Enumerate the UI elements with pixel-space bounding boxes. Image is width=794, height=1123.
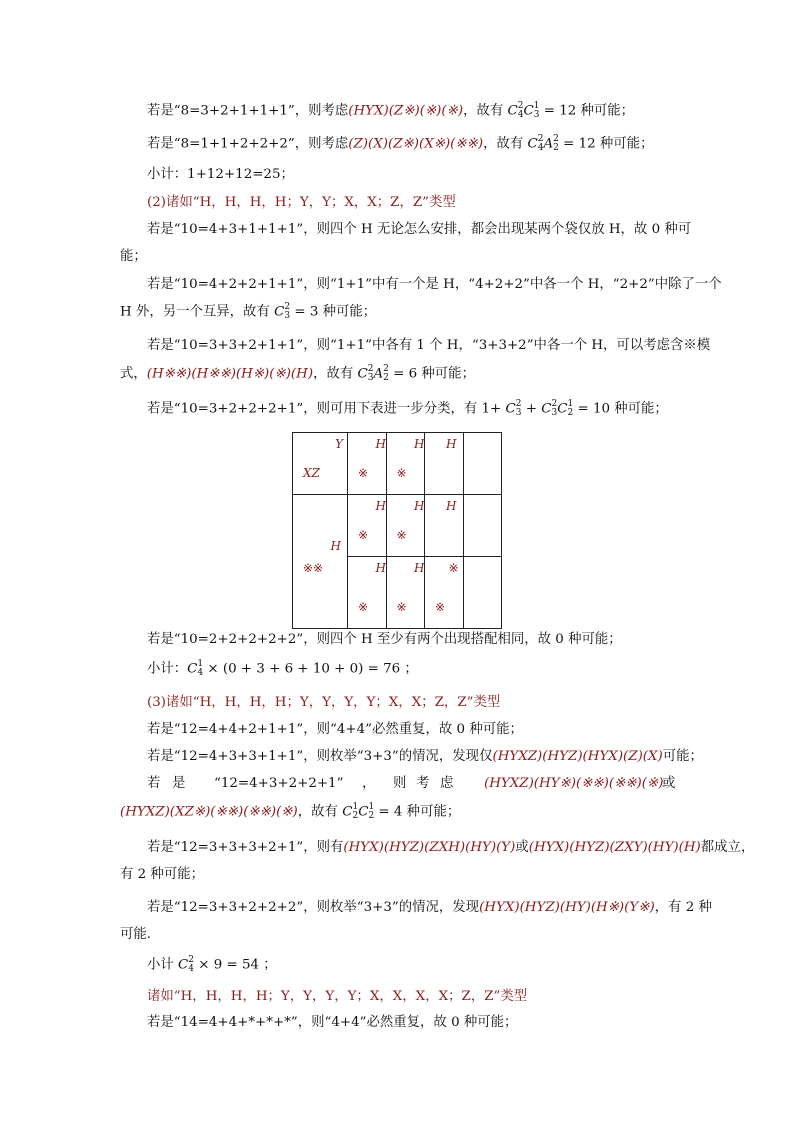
math-symbol: C xyxy=(342,804,353,820)
math-symbol: C xyxy=(507,103,518,119)
header-y: Y xyxy=(335,437,343,451)
text-line-l25 xyxy=(147,1014,517,1032)
text-run: 若 xyxy=(147,776,161,791)
text-run: = 3 种可能； xyxy=(290,304,377,320)
text-line-l17e xyxy=(393,775,406,793)
cell-top: H xyxy=(375,561,386,575)
text-run: 若是“10=3+3+2+1+1”，则“1+1”中各有 1 个 H，“3+3+2”中各一个 H，可以考虑含※模 xyxy=(147,338,711,353)
cell-top: H xyxy=(446,437,457,451)
subscript: 2 xyxy=(553,143,559,153)
superscript: 2 xyxy=(537,134,544,144)
cell-bottom: ※ xyxy=(358,466,369,480)
text-line-l17g xyxy=(440,775,453,793)
text-line-l17c xyxy=(214,775,343,793)
superscript: 1 xyxy=(533,101,540,111)
text-run: 小计：1+12+12=25； xyxy=(147,167,294,182)
cell-top: H xyxy=(375,437,386,451)
table-cell xyxy=(425,495,464,557)
cell-bottom: ※ xyxy=(396,600,407,614)
table-corner-header xyxy=(293,433,348,495)
math-symbol: C xyxy=(358,804,369,820)
text-line-l11 xyxy=(147,400,668,419)
subscript: 3 xyxy=(533,110,540,120)
text-run: 若是“12=3+3+3+2+1”，则有 xyxy=(147,840,344,855)
superscript: 1 xyxy=(567,399,574,409)
math-symbol: C xyxy=(541,401,552,417)
text-run: 虑 xyxy=(440,776,454,791)
text-run: 若是“10=3+2+2+2+1”，则可用下表进一步分类，有 1+ xyxy=(147,401,506,417)
subscript: 2 xyxy=(567,408,574,418)
table-cell xyxy=(425,433,464,495)
math-symbol: C xyxy=(357,366,368,382)
math-symbol: A xyxy=(543,136,554,152)
text-run: (HYX)(HYZ)(HY)(H※)(Y※) xyxy=(479,900,655,915)
text-run: (3)诸如“H，H，H，H；Y，Y，Y，Y；X，X；Z，Z”类型 xyxy=(147,695,501,710)
text-run: = 4 种可能； xyxy=(374,804,461,820)
text-run: = 6 种可能； xyxy=(388,366,475,382)
text-run: × 9 = 54 ； xyxy=(194,957,277,973)
text-run: 都成立， xyxy=(700,840,755,855)
cell-bottom: ※ xyxy=(396,528,407,542)
table-cell xyxy=(348,433,387,495)
text-line-l17b xyxy=(172,775,185,793)
text-run: (HYX)(Z※)(※)(※) xyxy=(348,103,464,119)
text-run: 若是“8=3+2+1+1+1”，则考虑 xyxy=(147,103,349,119)
text-run: 诸如“H，H，H，H；Y，Y，Y，Y；X，X，X，X；Z，Z”类型 xyxy=(147,989,528,1004)
text-line-l19 xyxy=(147,839,754,857)
math-symbol: C xyxy=(523,103,534,119)
text-run: 小计 xyxy=(147,957,179,973)
text-run: (HYXZ)(HYZ)(HYX)(Z)(X) xyxy=(492,749,663,764)
text-run: 可能； xyxy=(662,749,703,764)
text-run: ， xyxy=(362,776,376,791)
text-run: 若是“10=2+2+2+2+2”，则四个 H 至少有两个出现搭配相同，故 0 种可能； xyxy=(147,632,622,647)
subscript: 3 xyxy=(515,408,522,418)
text-line-l21 xyxy=(147,899,712,917)
text-line-l17a xyxy=(147,775,160,793)
text-run: 考 xyxy=(416,776,430,791)
text-line-l7 xyxy=(147,276,722,294)
text-line-l12 xyxy=(147,631,622,649)
text-line-l22 xyxy=(120,926,151,944)
text-run: H 外，另一个互异，故有 xyxy=(120,304,275,320)
math-symbol: C xyxy=(274,304,285,320)
cell-top: H xyxy=(446,499,457,513)
text-run: (HYX)(HYZ)(ZXY)(HY)(H) xyxy=(528,840,701,855)
superscript: 2 xyxy=(517,101,524,111)
superscript: 2 xyxy=(383,364,389,374)
text-run: 或 xyxy=(662,776,676,791)
text-run: 若是“10=4+2+2+1+1”，则“1+1”中有一个是 H，“4+2+2”中各一个 H，“2+2”中除了一个 xyxy=(147,277,722,292)
text-run: (H※※)(H※※)(H※)(※)(H) xyxy=(146,366,314,382)
subscript: 3 xyxy=(551,408,558,418)
text-run: 若是“12=3+3+2+2+2”，则枚举“3+3”的情况，发现 xyxy=(147,900,480,915)
text-run: 小计： xyxy=(147,661,188,677)
text-line-l17d xyxy=(362,775,375,793)
table-cell xyxy=(425,557,464,629)
text-line-l17i xyxy=(662,775,675,793)
text-run: (2)诸如“H，H，H，H；Y，Y；X，X；Z，Z”类型 xyxy=(147,195,456,210)
cell-bottom: ※ xyxy=(396,466,407,480)
text-run: (HYXZ)(HY※)(※※)(※※)(※) xyxy=(484,776,664,791)
cell-top: H xyxy=(414,561,425,575)
text-line-l2 xyxy=(147,135,653,154)
cell-top: H xyxy=(414,499,425,513)
text-run: “12=4+3+2+2+1” xyxy=(214,776,344,791)
table-left-header xyxy=(293,495,348,629)
text-line-l3 xyxy=(147,166,294,184)
text-run: = 12 种可能； xyxy=(558,136,654,152)
table-cell xyxy=(463,557,502,629)
math-symbol: C xyxy=(187,661,198,677)
subscript: 4 xyxy=(517,110,524,120)
subscript: 3 xyxy=(367,373,374,383)
text-line-l18 xyxy=(120,803,460,822)
subscript: 2 xyxy=(352,811,359,821)
text-run: (HYXZ)(XZ※)(※※)(※※)(※) xyxy=(120,804,298,820)
math-symbol: A xyxy=(373,366,384,382)
text-run: 若是“12=4+3+3+1+1”，则枚举“3+3”的情况，发现仅 xyxy=(147,749,493,764)
text-run: 能； xyxy=(120,249,147,264)
text-run: (Z)(X)(Z※)(X※)(※※) xyxy=(348,136,484,152)
superscript: 1 xyxy=(368,802,375,812)
superscript: 2 xyxy=(188,955,195,965)
table-cell xyxy=(463,495,502,557)
text-line-l24 xyxy=(147,988,527,1006)
text-line-l10 xyxy=(120,365,475,384)
text-run: 若是“12=4+4+2+1+1”，则“4+4”必然重复，故 0 种可能； xyxy=(147,722,523,737)
cell-top: ※ xyxy=(448,561,459,575)
text-run: ，故有 xyxy=(313,366,358,382)
subscript: 4 xyxy=(197,668,204,678)
text-run: 可能. xyxy=(120,927,152,942)
text-run: 有 2 种可能； xyxy=(120,867,204,882)
subscript: 4 xyxy=(537,143,544,153)
text-line-l17h xyxy=(484,775,663,793)
text-line-l4 xyxy=(147,194,456,212)
left-h: H xyxy=(330,539,341,553)
left-xx: ※※ xyxy=(303,561,324,575)
text-line-l9 xyxy=(147,337,710,355)
text-run: 若是“10=4+3+1+1+1”，则四个 H 无论怎么安排，都会出现某两个袋仅放 H，故 0 种可 xyxy=(147,222,692,237)
text-line-l8 xyxy=(120,303,376,322)
text-run: (HYX)(HYZ)(ZXH)(HY)(Y) xyxy=(343,840,516,855)
text-line-l5 xyxy=(147,221,691,239)
text-run: = 12 种可能； xyxy=(539,103,635,119)
table-cell xyxy=(386,433,425,495)
subscript: 3 xyxy=(284,311,291,321)
superscript: 2 xyxy=(367,364,374,374)
text-run: = 10 种可能； xyxy=(573,401,668,417)
math-symbol: C xyxy=(557,401,568,417)
superscript: 1 xyxy=(352,802,359,812)
cell-top: H xyxy=(375,499,386,513)
text-run: 是 xyxy=(172,776,186,791)
text-line-l16 xyxy=(147,748,703,766)
math-symbol: C xyxy=(178,957,189,973)
text-run: 则 xyxy=(393,776,407,791)
text-line-l14 xyxy=(147,694,500,712)
math-symbol: C xyxy=(505,401,516,417)
table-cell xyxy=(463,433,502,495)
text-run: ，故有 xyxy=(483,136,528,152)
text-run: ，故有 xyxy=(297,804,343,820)
text-line-l23 xyxy=(147,956,277,975)
header-xz: XZ xyxy=(303,466,320,480)
text-run: ，故有 xyxy=(463,103,508,119)
text-run: 式， xyxy=(120,366,147,382)
math-symbol: C xyxy=(527,136,538,152)
superscript: 2 xyxy=(553,134,559,144)
superscript: 1 xyxy=(197,659,204,669)
table-cell xyxy=(348,495,387,557)
subscript: 2 xyxy=(368,811,375,821)
table-cell xyxy=(386,557,425,629)
table-cell xyxy=(386,495,425,557)
text-line-l20 xyxy=(120,866,204,884)
text-line-l6 xyxy=(120,248,147,266)
subscript: 2 xyxy=(383,373,389,383)
text-line-l17f xyxy=(416,775,429,793)
cell-bottom: ※ xyxy=(358,600,369,614)
cell-top: H xyxy=(414,437,425,451)
superscript: 2 xyxy=(551,399,558,409)
superscript: 2 xyxy=(515,399,522,409)
text-run: 或 xyxy=(515,840,529,855)
text-line-l15 xyxy=(147,721,523,739)
text-run: ，有 2 种 xyxy=(654,900,712,915)
text-line-l13 xyxy=(147,660,418,679)
superscript: 2 xyxy=(284,302,291,312)
text-run: 若是“14=4+4+*+*+*”，则“4+4”必然重复，故 0 种可能； xyxy=(147,1015,518,1030)
subscript: 4 xyxy=(188,964,195,974)
classification-table xyxy=(292,432,502,629)
cell-bottom: ※ xyxy=(358,528,369,542)
text-run: + xyxy=(521,401,542,417)
text-run: × (0 + 3 + 6 + 10 + 0) = 76 ； xyxy=(203,661,418,677)
text-line-l1 xyxy=(147,102,634,121)
table-cell xyxy=(348,557,387,629)
text-run: 若是“8=1+1+2+2+2”，则考虑 xyxy=(147,136,349,152)
cell-bottom: ※ xyxy=(435,600,446,614)
